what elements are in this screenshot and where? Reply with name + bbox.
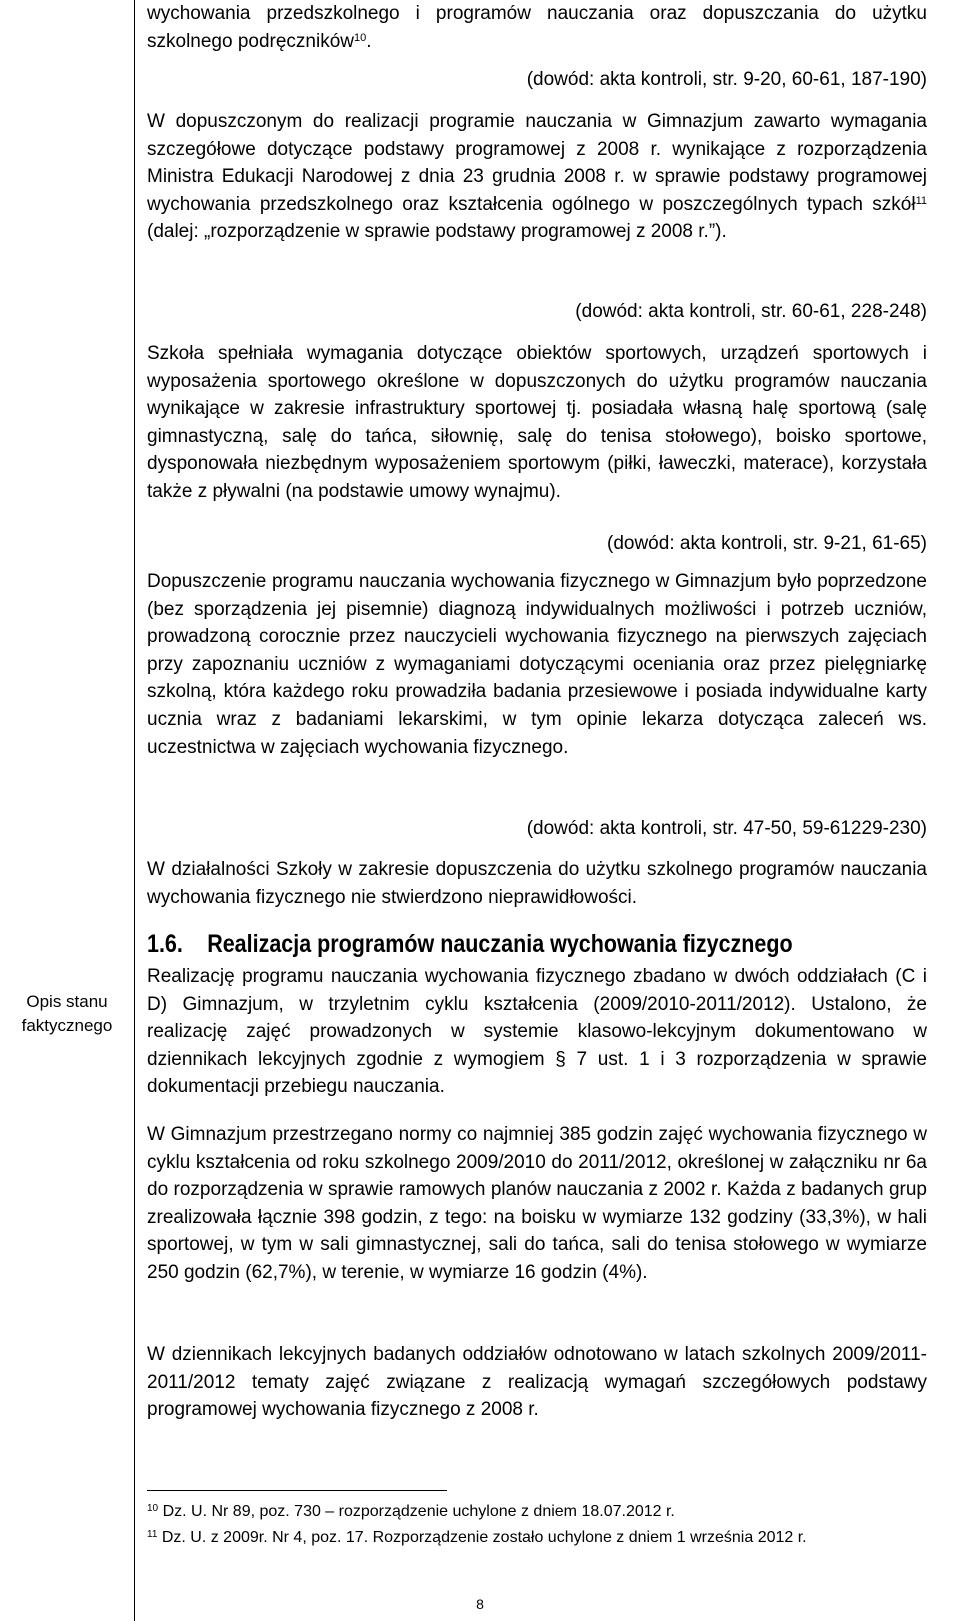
evidence-note: (dowód: akta kontroli, str. 9-21, 61-65) [607, 533, 927, 554]
text-block-top [147, 0, 927, 55]
evidence-1-wrap [147, 66, 927, 94]
paragraph-sports-facilities: Szkoła spełniała wymagania dotyczące obiektów sportowych, urządzeń sportowych i wyposażenia sportowego określone w dopuszczonych do użytku programów nauczania wynikające w zakresie infrastruktury sportowej tj. posiadała własną halę sportową (salę gimnastyczną, salę do tańca, siłownię, salę do tenisa stołowego), boisko sportowe, dysponowała niezbędnym wyposażeniem sportowym (piłki, ławeczki, materace), korzystała także z pływalni (na podstawie umowy wynajmu). [147, 343, 927, 502]
section-heading-wrap [147, 929, 927, 959]
evidence-2-wrap [147, 298, 927, 326]
margin-label-line-2: faktycznego [21, 1016, 113, 1035]
paragraph-2-wrap [147, 108, 927, 246]
footnote-ref-11[interactable]: 11 [915, 194, 927, 207]
paragraph-8-wrap [147, 1341, 927, 1424]
footnote-text: Dz. U. Nr 89, poz. 730 – rozporządzenie uchylone z dniem 18.07.2012 r. [158, 1503, 675, 1520]
footnote-text: Dz. U. z 2009r. Nr 4, poz. 17. Rozporządzenie zostało uchylone z dniem 1 września 2012 r. [157, 1529, 807, 1546]
section-title: Realizacja programów nauczania wychowania fizycznego [207, 930, 793, 958]
footnote-11 [147, 1528, 807, 1548]
paragraph-4-wrap [147, 568, 927, 761]
paragraph-continuation: wychowania przedszkolnego i programów nauczania oraz dopuszczania do użytku szkolnego podręczników$^{10}$. [147, 3, 927, 52]
paragraph-lesson-journals: W dziennikach lekcyjnych badanych oddziałów odnotowano w latach szkolnych 2009/2011-2011/2012 tematy zajęć związane z realizacją wymagań szczegółowych podstawy programowej wychowania fizycznego z 2008 r. [147, 1344, 927, 1421]
paragraph-no-irregularities: W działalności Szkoły w zakresie dopuszczenia do użytku szkolnego programów nauczania wychowania fizycznego nie stwierdzono nieprawidłowości. [147, 859, 927, 908]
evidence-3-wrap [147, 530, 927, 558]
paragraph-7-wrap [147, 1121, 927, 1287]
paragraph-hours-norm: W Gimnazjum przestrzegano normy co najmniej 385 godzin zajęć wychowania fizycznego w cyklu kształcenia od roku szkolnego 2009/2010 do 2011/2012, określonej w załączniku nr 6a do rozporządzenia w sprawie ramowych planów nauczania z 2002 r. Każda z badanych grup zrealizowała łącznie 398 godzin, z tego: na boisku w wymiarze 132 godziny (33,3%), w hali sportowej, w tym w sali gimnastycznej, sali do tańca, sali do tenisa stołowego w wymiarze 250 godzin (62,7%), w terenie, w wymiarze 16 godzin (4%). [147, 1124, 927, 1283]
footnote-marker: 10 [147, 1503, 159, 1514]
evidence-note: (dowód: akta kontroli, str. 60-61, 228-248) [575, 301, 927, 322]
paragraph-diagnosis: Dopuszczenie programu nauczania wychowania fizycznego w Gimnazjum było poprzedzone (bez sporządzenia jej pisemnie) diagnozą indywidualnych możliwości i potrzeb uczniów, prowadzoną corocznie przez nauczycieli wychowania fizycznego na pierwszych zajęciach przy zapoznaniu uczniów z wymaganiami dotyczącymi oceniania oraz przez pielęgniarkę szkolną, która każdego roku prowadziła badania przesiewowe i posiada indywidualne karty ucznia wraz z badaniami lekarskimi, w tym opinie lekarza dotycząca zaleceń ws. uczestnictwa w zajęciach wychowania fizycznego. [147, 571, 927, 758]
footnote-separator [147, 1490, 447, 1491]
paragraph-6-wrap [147, 963, 927, 1101]
page-number: 8 [476, 1596, 484, 1612]
margin-label [0, 990, 134, 1038]
paragraph-program-requirements: W dopuszczonym do realizacji programie nauczania w Gimnazjum zawarto wymagania szczegółowe dotyczące podstawy programowej z 2008 r. wynikające z rozporządzenia Ministra Edukacji Narodowej z dnia 23 grudnia 2008 r. w sprawie podstawy programowej wychowania przedszkolnego oraz kształcenia ogólnego w poszczególnych typach szkół$^{11}$ (dalej: „rozporządzenie w sprawie podstawy programowej z 2008 r.”). [147, 111, 927, 243]
evidence-4-wrap [147, 815, 927, 843]
evidence-note: (dowód: akta kontroli, str. 47-50, 59-61229-230) [526, 818, 927, 839]
left-margin-column [0, 0, 135, 1621]
footnote-ref-10[interactable]: 10 [354, 31, 367, 44]
margin-label-line-1: Opis stanu [26, 992, 108, 1011]
paragraph-5-wrap [147, 856, 927, 911]
footnote-10 [147, 1502, 675, 1522]
section-number: 1.6. [147, 930, 183, 958]
paragraph-program-realization: Realizację programu nauczania wychowania fizycznego zbadano w dwóch oddziałach (C i D) Gimnazjum, w trzyletnim cyklu kształcenia (2009/2010-2011/2012). Ustalono, że realizację zajęć prowadzonych w systemie klasowo-lekcyjnym dokumentowano w dziennikach lekcyjnych zgodnie z wymogiem § 7 ust. 1 i 3 rozporządzenia w sprawie dokumentacji przebiegu nauczania. [147, 966, 927, 1098]
evidence-note: (dowód: akta kontroli, str. 9-20, 60-61, 187-190) [526, 69, 927, 90]
section-heading [147, 929, 818, 959]
footnote-marker: 11 [147, 1529, 158, 1540]
paragraph-3-wrap [147, 340, 927, 506]
